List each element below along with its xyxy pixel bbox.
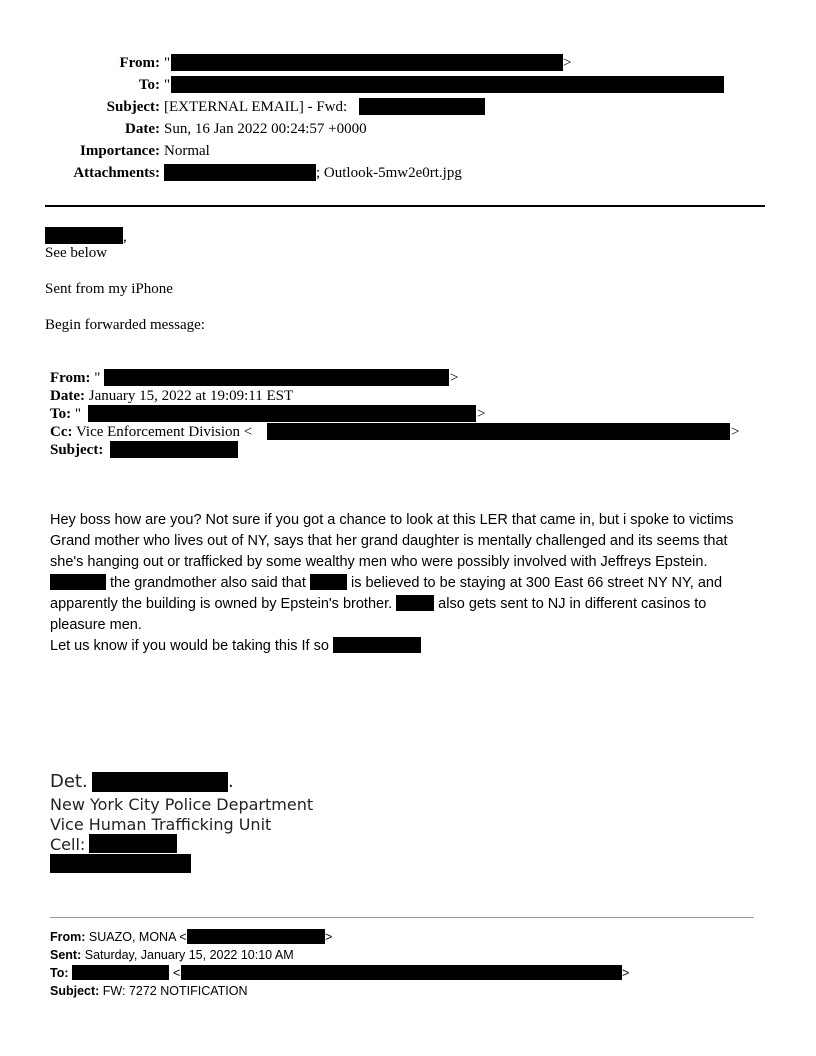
- body-paragraph-2: [50, 573, 750, 636]
- bottom-to-label: To:: [50, 966, 69, 980]
- redaction-body-closing: [333, 637, 421, 653]
- header-importance-value: Normal: [164, 143, 210, 159]
- header-from-prefix: ": [164, 55, 171, 71]
- body-p3-text: Let us know if you would be taking this If so: [50, 638, 333, 654]
- bottom-subject-label: Subject:: [50, 984, 100, 998]
- redaction-cell-number: [89, 834, 177, 853]
- redaction-fwd-from: [104, 369, 449, 386]
- header-to-prefix: ": [164, 77, 171, 93]
- header-date-label: Date:: [125, 121, 160, 137]
- body-p2-part-a: the grandmother also said that: [106, 575, 310, 591]
- sig-det-suffix: .: [228, 771, 234, 792]
- sig-det-prefix: Det.: [50, 771, 88, 792]
- header-subject-value: [EXTERNAL EMAIL] - Fwd:: [164, 99, 348, 115]
- redaction-victim-name-3: [396, 595, 434, 611]
- redaction-fwd-subject: [110, 441, 238, 458]
- redaction-fwd-cc: [267, 423, 730, 440]
- message-body: [50, 510, 750, 657]
- fwd-from-suffix: >: [450, 370, 459, 386]
- bottom-sent-value: Saturday, January 15, 2022 10:10 AM: [84, 948, 294, 962]
- bottom-from-suffix: >: [325, 930, 333, 944]
- bottom-to-mid: <: [173, 966, 181, 980]
- bottom-sent-label: Sent:: [50, 948, 82, 962]
- redaction-header-to: [171, 76, 724, 93]
- intro-begin-forwarded: Begin forwarded message:: [45, 317, 205, 333]
- redaction-bottom-to-name: [72, 965, 169, 980]
- sig-cell-label: Cell:: [50, 835, 86, 854]
- bottom-from-value: SUAZO, MONA <: [88, 930, 187, 944]
- bottom-subject-value: FW: 7272 NOTIFICATION: [102, 984, 248, 998]
- body-p2-part-b: is believed to be staying at 300 East 66 street NY NY, and apparently the building is owned by Epstein's brother.: [50, 575, 723, 612]
- fwd-date-value: January 15, 2022 at 19:09:11 EST: [88, 388, 294, 404]
- redaction-header-attachment: [164, 164, 316, 181]
- sig-department: New York City Police Department: [50, 795, 314, 814]
- redaction-header-subject: [359, 98, 485, 115]
- header-attachments-label: Attachments:: [73, 165, 160, 181]
- redaction-victim-name-1: [50, 574, 106, 590]
- redaction-det-name: [92, 772, 228, 792]
- fwd-subject-label: Subject:: [50, 442, 104, 458]
- intro-see-below: See below: [45, 245, 108, 261]
- redaction-sig-extra: [50, 854, 191, 873]
- redaction-bottom-from: [187, 929, 325, 944]
- fwd-to-suffix: >: [477, 406, 486, 422]
- redaction-fwd-to: [88, 405, 476, 422]
- header-attachments-value: ; Outlook-5mw2e0rt.jpg: [316, 165, 462, 181]
- bottom-divider: [50, 917, 754, 918]
- greeting-comma: ,: [123, 229, 127, 245]
- fwd-from-prefix: ": [94, 370, 101, 386]
- header-to-label: To:: [138, 77, 160, 93]
- redaction-header-from: [171, 54, 563, 71]
- bottom-from-label: From:: [50, 930, 86, 944]
- header-importance-label: Importance:: [80, 143, 160, 159]
- intro-sent-from: Sent from my iPhone: [45, 281, 173, 297]
- sig-unit: Vice Human Trafficking Unit: [50, 815, 272, 834]
- redaction-greeting: [45, 227, 123, 244]
- fwd-cc-suffix: >: [731, 424, 740, 440]
- fwd-to-prefix: ": [74, 406, 81, 422]
- header-divider: [45, 205, 765, 207]
- fwd-to-label: To:: [50, 406, 72, 422]
- redaction-bottom-to-email: [181, 965, 622, 980]
- fwd-from-label: From:: [50, 370, 91, 386]
- fwd-cc-value: Vice Enforcement Division <: [75, 424, 253, 440]
- body-paragraph-1: Hey boss how are you? Not sure if you got a chance to look at this LER that came in, but i spoke to victims Grand mother who lives out of NY, says that her grand daughter is mentally challenged and its seems that she's hanging out or trafficked by some wealthy men who were possibly involved with Jeffreys Epstein.: [50, 512, 734, 570]
- redaction-victim-name-2: [310, 574, 347, 590]
- body-p2-part-c: also gets sent to NJ in different casinos to pleasure men.: [50, 596, 707, 633]
- header-from-suffix: >: [563, 55, 572, 71]
- fwd-cc-label: Cc:: [50, 424, 73, 440]
- header-subject-label: Subject:: [106, 99, 160, 115]
- bottom-to-suffix: >: [622, 966, 630, 980]
- header-from-label: From:: [119, 55, 160, 71]
- body-paragraph-3: [50, 636, 750, 657]
- fwd-date-label: Date:: [50, 388, 85, 404]
- header-date-value: Sun, 16 Jan 2022 00:24:57 +0000: [164, 121, 367, 137]
